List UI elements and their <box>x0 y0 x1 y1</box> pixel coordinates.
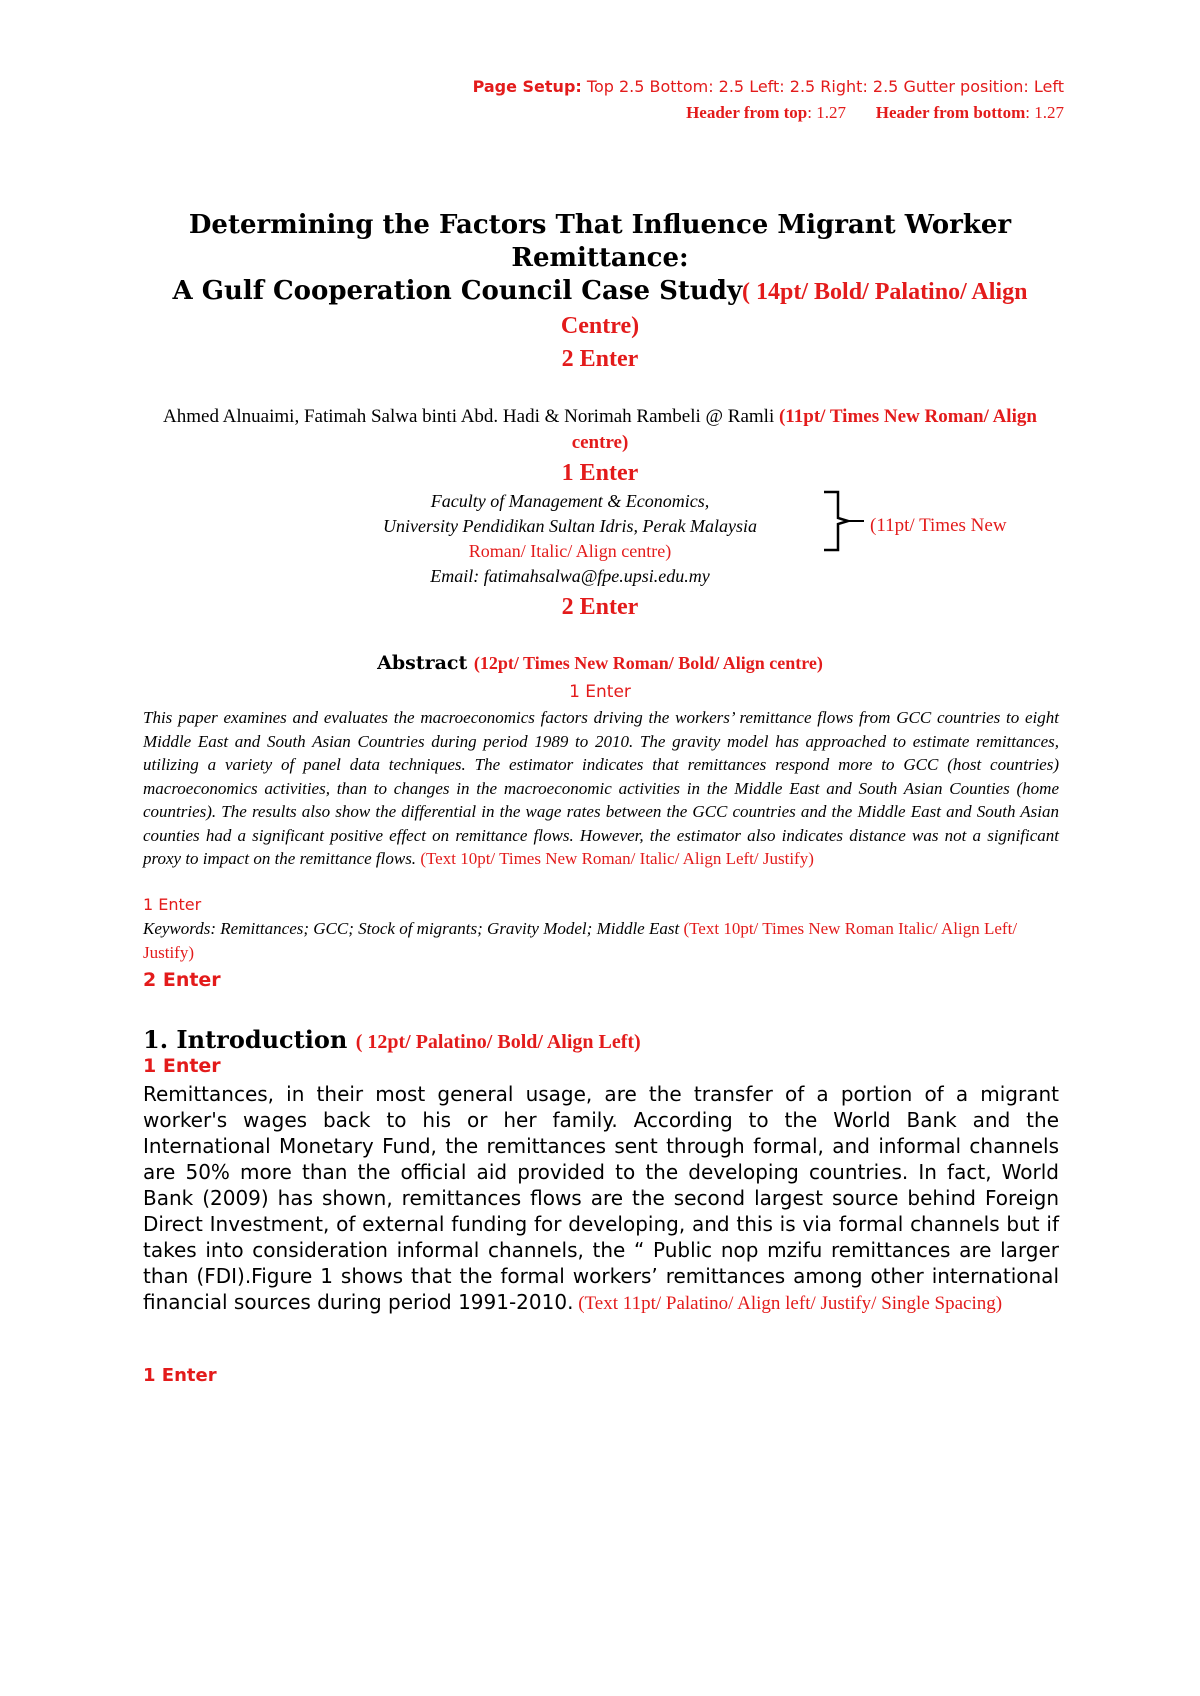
introduction-format-note: (Text 11pt/ Palatino/ Align left/ Justify/ Single Spacing) <box>573 1293 1003 1314</box>
introduction-enter-marker: 1 Enter <box>143 1055 221 1077</box>
page-setup-label: Page Setup: <box>472 77 582 96</box>
introduction-body: Remittances, in their most general usage, are the transfer of a portion of a migrant worker's wages back to his or her family. According to the World Bank and the International Monetary Fund, the remittances sent through formal, and informal channels are 50% more than the official aid provided to the developing countries. In fact, World Bank (2009) has shown, remittances flows are the second largest source behind Foreign Direct Investment, of external funding for developing, and this is via formal channels but if takes into consideration informal channels, the “ Public nop mzifu remittances are larger than (FDI).Figure 1 shows that the formal workers’ remittances among other international financial sources during period 1991-2010. <box>143 1082 1059 1314</box>
page-setup-values: Top 2.5 Bottom: 2.5 Left: 2.5 Right: 2.5 Gutter position: Left <box>581 77 1064 96</box>
keywords-enter-marker: 2 Enter <box>143 969 221 991</box>
title-line3: A Gulf Cooperation Council Case Study <box>172 276 743 306</box>
affiliation <box>300 489 840 589</box>
abstract-heading-note: (12pt/ Times New Roman/ Bold/ Align centre) <box>473 653 823 673</box>
abstract-heading <box>140 652 1060 674</box>
header-bottom-label: Header from bottom <box>875 103 1026 122</box>
title-enter-marker: 2 Enter <box>561 346 639 372</box>
affiliation-format-note-cont: Roman/ Italic/ Align centre) <box>468 541 672 561</box>
page-setup-line1 <box>473 74 1064 100</box>
title-line2: Remittance: <box>511 243 689 273</box>
abstract-format-note: (Text 10pt/ Times New Roman/ Italic/ Align Left/ Justify) <box>416 849 814 868</box>
paper-title <box>140 209 1060 376</box>
header-top-value: : 1.27 <box>807 103 846 122</box>
title-line1: Determining the Factors That Influence Migrant Worker <box>188 210 1012 240</box>
introduction-after-enter-marker: 1 Enter <box>143 1365 217 1386</box>
affiliation-line2: University Pendidikan Sultan Idris, Perak Malaysia <box>383 516 757 536</box>
abstract-after-enter-marker: 1 Enter <box>143 895 202 914</box>
introduction-heading-note: ( 12pt/ Palatino/ Bold/ Align Left) <box>355 1031 641 1053</box>
introduction-heading <box>143 1025 641 1054</box>
abstract-heading-text: Abstract <box>377 652 474 674</box>
introduction-heading-text: 1. Introduction <box>143 1025 356 1054</box>
affiliation-format-note: (11pt/ Times New <box>870 515 1007 536</box>
authors <box>140 404 1060 456</box>
author-names: Ahmed Alnuaimi, Fatimah Salwa binti Abd. Hadi & Norimah Rambeli @ Ramli <box>163 406 779 427</box>
affiliation-line1: Faculty of Management & Economics, <box>430 491 710 511</box>
abstract-enter-marker: 1 Enter <box>569 682 631 702</box>
affiliation-email: Email: fatimahsalwa@fpe.upsi.edu.my <box>430 566 710 586</box>
introduction-text <box>143 1081 1059 1317</box>
keywords-format-note: (Text 10pt/ Times New Roman Italic/ Align Left/ Justify) <box>143 919 1018 962</box>
abstract-text <box>143 706 1059 871</box>
affiliation-enter-marker: 2 Enter <box>561 594 639 620</box>
title-format-note: ( 14pt/ Bold/ Palatino/ Align Centre) <box>560 279 1028 339</box>
abstract-body: This paper examines and evaluates the macroeconomics factors driving the workers’ remittance flows from GCC countries to eight Middle East and South Asian Countries during period 1989 to 2010. The gravity model has approached to estimate remittances, utilizing a variety of panel data techniques. The estimator indicates that remittances respond more to GCC (host countries) macroeconomics activities, than to changes in the macroeconomic activities in the Middle East and South Asian Counties (home countries). The results also show the differential in the wage rates between the GCC countries and the Middle East and South Asian counties had a significant positive effect on remittance flows. However, the estimator also indicates distance was not a significant proxy to impact on the remittance flows. <box>143 708 1059 868</box>
keywords-text: Keywords: Remittances; GCC; Stock of migrants; Gravity Model; Middle East <box>143 919 680 938</box>
page-setup-note <box>473 74 1064 126</box>
curly-brace-icon <box>822 490 867 552</box>
keywords <box>143 917 1059 965</box>
page-setup-line2 <box>473 100 1064 126</box>
authors-enter-marker: 1 Enter <box>561 460 639 486</box>
header-bottom-value: : 1.27 <box>1025 103 1064 122</box>
authors-format-note: (11pt/ Times New Roman/ Align centre) <box>571 406 1037 453</box>
header-top-label: Header from top <box>686 103 808 122</box>
title-line3-wrap <box>140 275 1060 343</box>
